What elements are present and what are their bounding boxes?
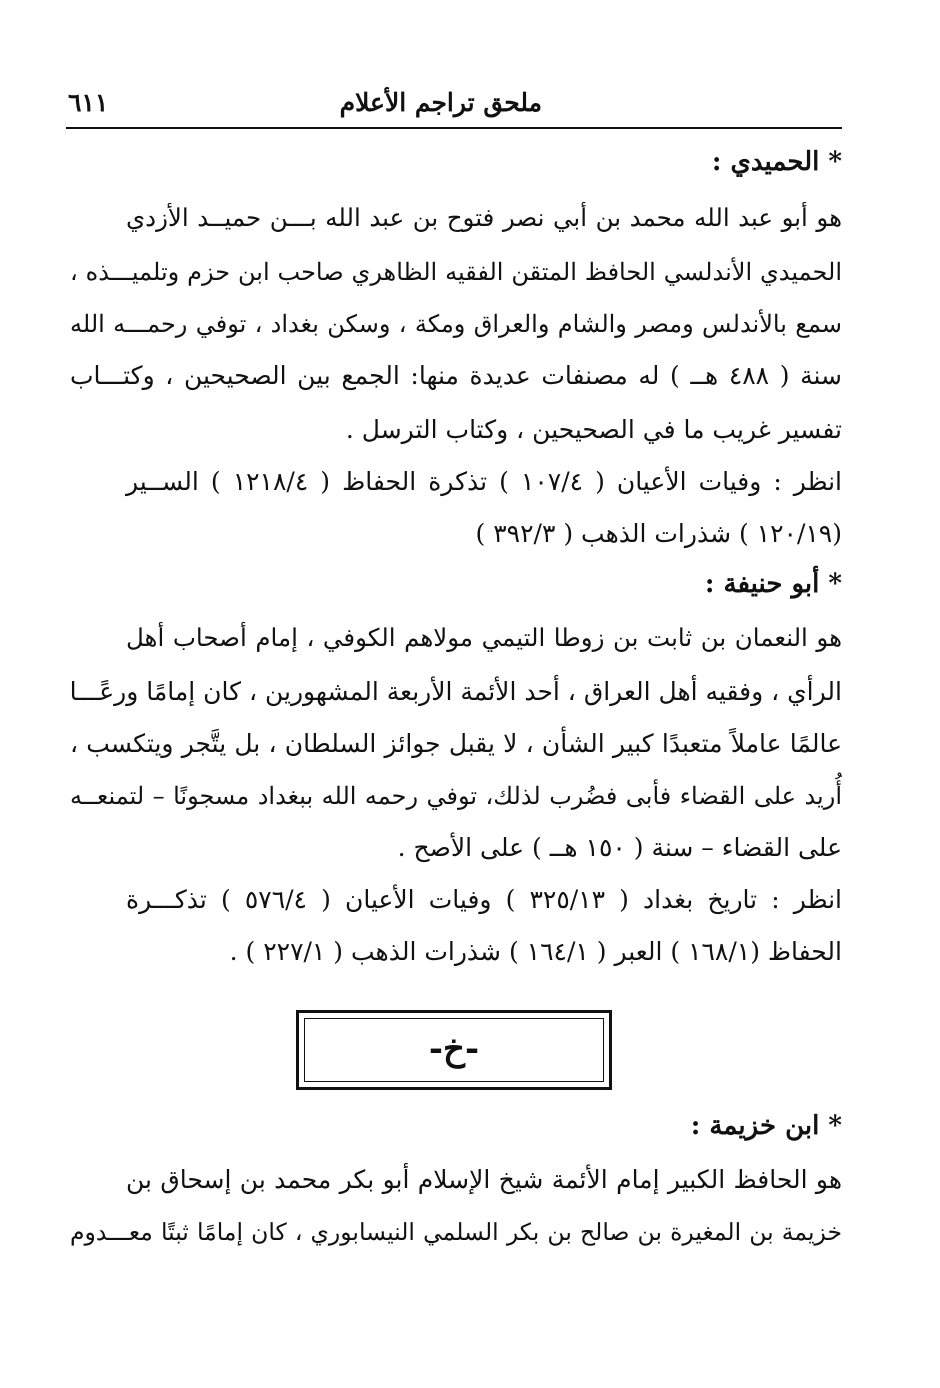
running-title: ملحق تراجم الأعلام [339, 88, 542, 117]
header-rule [66, 127, 842, 129]
entry-heading-ibn-khuzayma: * ابن خزيمة : [690, 1111, 842, 1141]
entry-line: سمع بالأندلس ومصر والشام والعراق ومكة ، وسكن بغداد ، توفي رحمـــه الله [70, 310, 842, 338]
section-letter-box [296, 1010, 612, 1090]
entry-refs: انظر : وفيات الأعيان ( ١٠٧/٤ ) تذكرة الحفاظ ( ١٢١٨/٤ ) الســير [126, 467, 843, 496]
entry-line: سنة ( ٤٨٨ هــ ) له مصنفات عديدة منها: الجمع بين الصحيحين ، وكتـــاب [70, 361, 842, 390]
entry-heading-humaydi: * الحميدي : [711, 147, 842, 177]
entry-line: تفسير غريب ما في الصحيحين ، وكتاب الترسل . [345, 415, 842, 444]
page-number: ٦١١ [68, 88, 109, 117]
entry-heading-abu-hanifa: * أبو حنيفة : [704, 569, 842, 599]
entry-refs: الحفاظ (١٦٨/١ ) العبر ( ١٦٤/١ ) شذرات الذهب ( ٢٢٧/١ ) . [229, 937, 842, 966]
entry-refs: (١٢٠/١٩ ) شذرات الذهب ( ٣٩٢/٣ ) [475, 519, 842, 548]
entry-line: عالمًا عاملاً متعبدًا كبير الشأن ، لا يقبل جوائز السلطان ، بل يتَّجر ويتكسب ، [70, 729, 842, 758]
entry-line: هو الحافظ الكبير إمام الأئمة شيخ الإسلام أبو بكر محمد بن إسحاق بن [126, 1165, 842, 1194]
entry-line: الحميدي الأندلسي الحافظ المتقن الفقيه الظاهري صاحب ابن حزم وتلميـــذه ، [70, 258, 842, 286]
entry-line: الرأي ، وفقيه أهل العراق ، أحد الأئمة الأربعة المشهورين ، كان إمامًا ورعًـــا [69, 677, 842, 706]
section-letter: -خ- [428, 1029, 480, 1069]
entry-line: هو أبو عبد الله محمد بن أبي نصر فتوح بن عبد الله بـــن حميــد الأزدي [126, 203, 842, 232]
entry-line: هو النعمان بن ثابت بن زوطا التيمي مولاهم الكوفي ، إمام أصحاب أهل [126, 623, 842, 652]
entry-refs: انظر : تاريخ بغداد ( ٣٢٥/١٣ ) وفيات الأعيان ( ٥٧٦/٤ ) تذكـــرة [126, 885, 842, 914]
entry-line: خزيمة بن المغيرة بن صالح بن بكر السلمي النيسابوري ، كان إمامًا ثبتًا معـــدوم [70, 1218, 842, 1246]
entry-line: على القضاء – سنة ( ١٥٠ هــ ) على الأصح . [397, 833, 842, 862]
entry-line: أُريد على القضاء فأبى فضُرب لذلك، توفي رحمه الله ببغداد مسجونًا – لتمنعــه [70, 782, 842, 810]
page-header [68, 78, 842, 128]
